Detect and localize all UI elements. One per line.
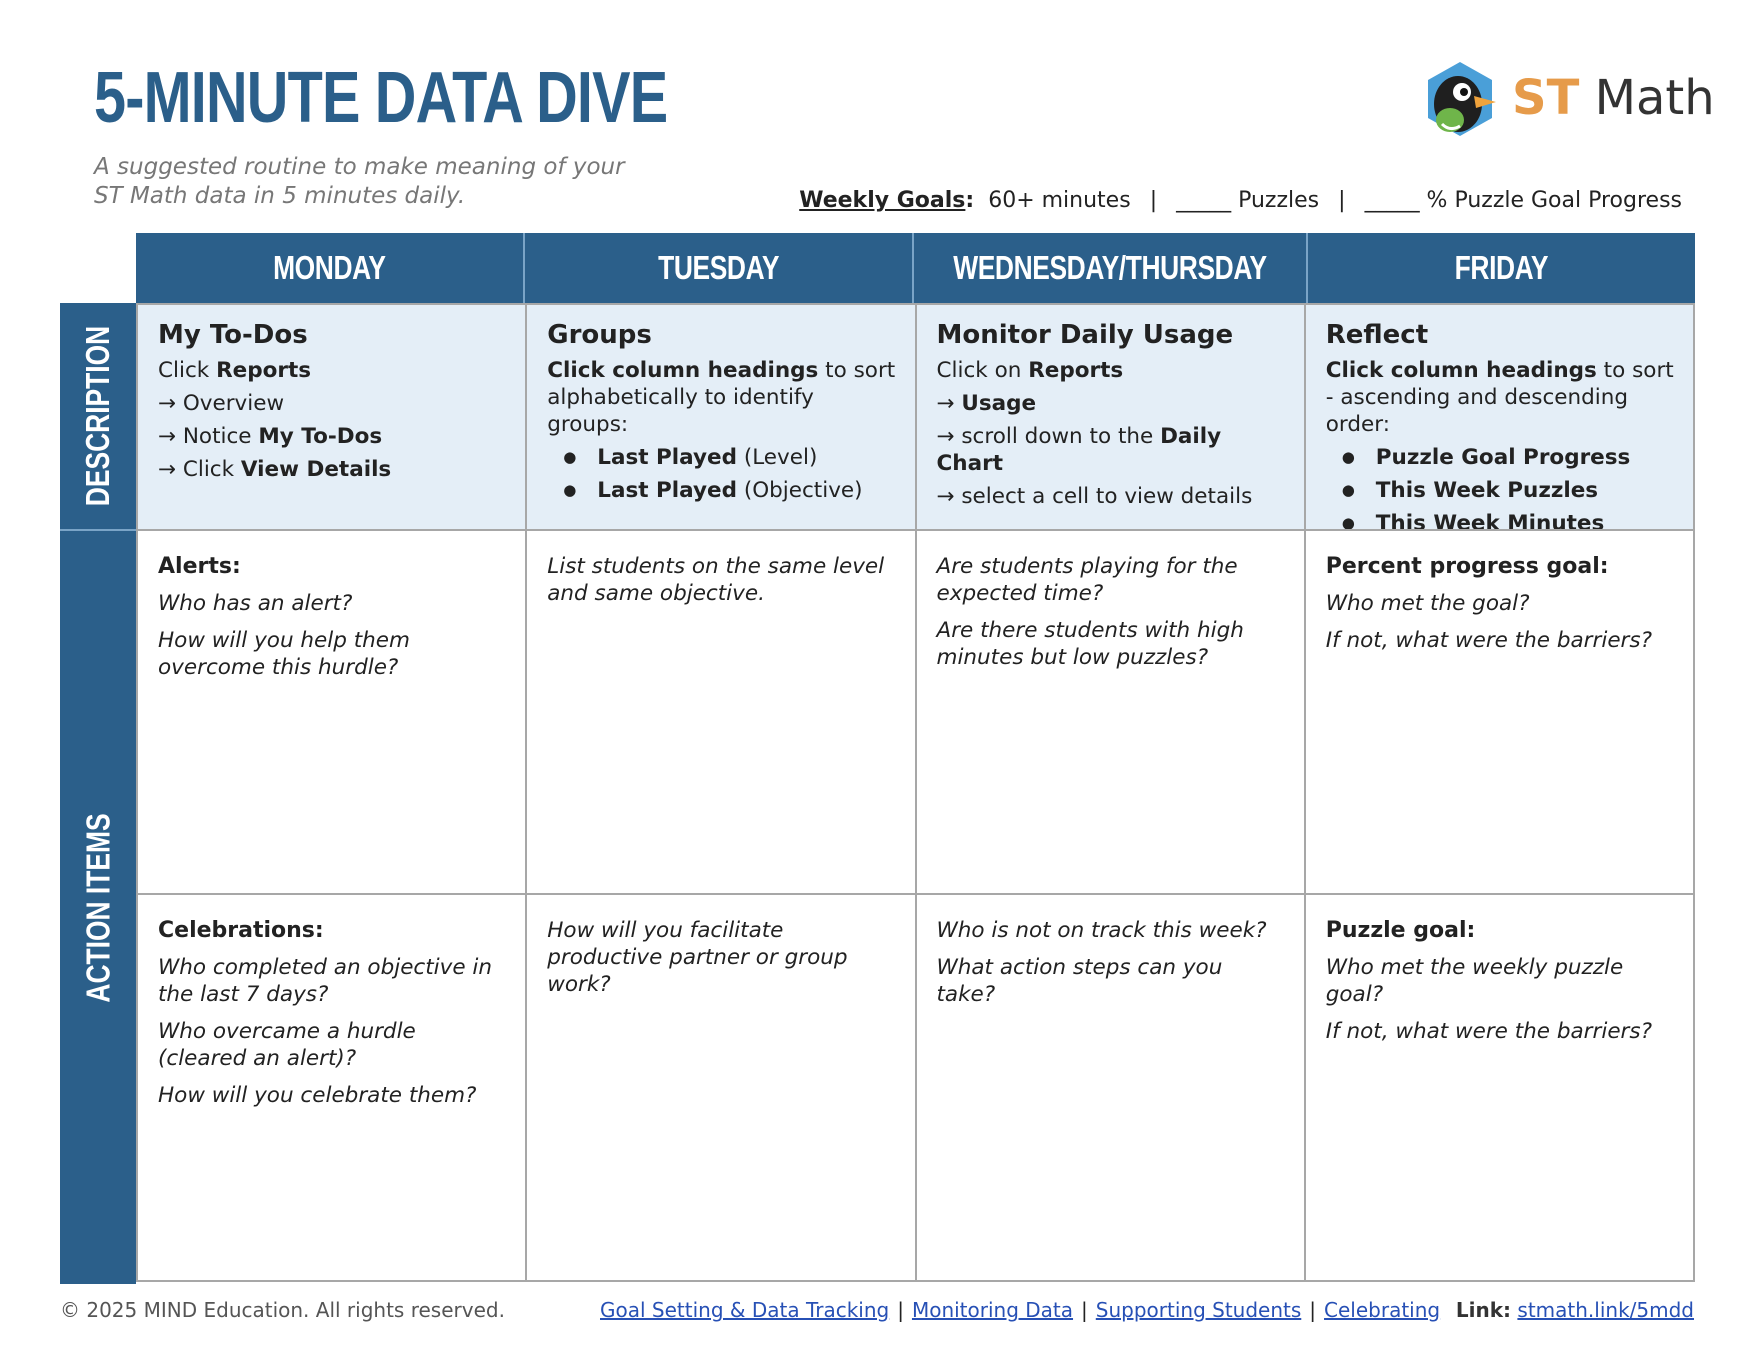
desc-text: → bbox=[936, 391, 962, 416]
action-question: Who overcame a hurdle (cleared an alert)? bbox=[158, 1019, 416, 1071]
day-header-row bbox=[136, 233, 1695, 303]
st-math-logo bbox=[1420, 60, 1715, 140]
desc-text: Click bbox=[158, 358, 217, 383]
action1-tuesday bbox=[525, 529, 914, 893]
penguin-logo-icon bbox=[1420, 60, 1500, 140]
desc-bold: View Details bbox=[240, 457, 392, 482]
action-question: How will you facilitate productive partner or group work? bbox=[547, 918, 848, 997]
list-item: ● Puzzle Goal Progress bbox=[1326, 444, 1675, 471]
logo-st: ST bbox=[1512, 70, 1580, 126]
action-label: Celebrations: bbox=[158, 918, 324, 943]
desc-line bbox=[937, 390, 1286, 417]
list-item: ● This Week Minutes bbox=[1326, 510, 1675, 529]
cell-title: Monitor Daily Usage bbox=[936, 320, 1234, 350]
desc-line: → Overview bbox=[158, 391, 285, 416]
action2-friday bbox=[1304, 893, 1693, 1282]
page-title: 5-MINUTE DATA DIVE bbox=[94, 58, 668, 138]
desc-line bbox=[158, 357, 507, 384]
desc-text: (Level) bbox=[736, 445, 818, 470]
link-monitoring-data[interactable]: Monitoring Data bbox=[911, 1298, 1074, 1322]
list-item: ● This Week Puzzles bbox=[1326, 477, 1675, 504]
desc-monday bbox=[136, 303, 525, 529]
header-monday bbox=[136, 233, 525, 303]
side-label-action-text: ACTION ITEMS bbox=[79, 812, 116, 1003]
side-label-description-text: DESCRIPTION bbox=[79, 325, 116, 507]
desc-bold: Last Played bbox=[597, 478, 737, 503]
desc-text: → Notice bbox=[158, 424, 259, 449]
cell-title: Reflect bbox=[1325, 320, 1429, 350]
action1-monday bbox=[136, 529, 525, 893]
link-separator: | bbox=[1081, 1298, 1088, 1322]
weekly-goals-label: Weekly Goals bbox=[799, 188, 966, 213]
desc-bold: Daily Chart bbox=[936, 424, 1222, 476]
goal-minutes: 60+ minutes bbox=[988, 188, 1131, 213]
action1-wednesday-thursday bbox=[915, 529, 1304, 893]
link-supporting-students[interactable]: Supporting Students bbox=[1095, 1298, 1302, 1322]
desc-text: (Objective) bbox=[736, 478, 863, 503]
action-question: If not, what were the barriers? bbox=[1325, 628, 1653, 653]
copyright: © 2025 MIND Education. All rights reserved. bbox=[60, 1298, 505, 1322]
action-label: Percent progress goal: bbox=[1325, 554, 1609, 579]
desc-bullet-list bbox=[547, 444, 896, 504]
cell-title: My To-Dos bbox=[158, 320, 308, 350]
header-tuesday-label: TUESDAY bbox=[658, 249, 779, 286]
action-question: Who has an alert? bbox=[158, 591, 353, 616]
desc-bold: Click column headings bbox=[1325, 358, 1597, 383]
header-friday-label: FRIDAY bbox=[1454, 249, 1549, 286]
action-label: Puzzle goal: bbox=[1325, 918, 1476, 943]
action-question: How will you celebrate them? bbox=[158, 1083, 477, 1108]
action2-wednesday-thursday bbox=[915, 893, 1304, 1282]
action-question: How will you help them overcome this hurdle? bbox=[158, 628, 410, 680]
action-question: Are there students with high minutes but low puzzles? bbox=[936, 618, 1244, 670]
header-wednesday-thursday bbox=[914, 233, 1308, 303]
desc-line bbox=[547, 357, 896, 438]
desc-bold: Reports bbox=[216, 358, 312, 383]
desc-friday bbox=[1304, 303, 1693, 529]
link-celebrating[interactable]: Celebrating bbox=[1324, 1298, 1441, 1322]
desc-bold: Reports bbox=[1028, 358, 1124, 383]
desc-text: to sort alphabetically to identify groups: bbox=[547, 358, 896, 437]
header-friday bbox=[1308, 233, 1695, 303]
desc-bullet-list bbox=[1326, 444, 1675, 529]
footer-links bbox=[600, 1298, 1440, 1322]
goal-separator: | bbox=[1338, 188, 1346, 213]
desc-wednesday-thursday bbox=[915, 303, 1304, 529]
short-link bbox=[1456, 1298, 1694, 1322]
header-tuesday bbox=[525, 233, 914, 303]
desc-tuesday bbox=[525, 303, 914, 529]
logo-wordmark bbox=[1512, 70, 1715, 126]
list-item bbox=[547, 477, 896, 504]
desc-text: Click on bbox=[936, 358, 1029, 383]
desc-text: → scroll down to the bbox=[936, 424, 1161, 449]
desc-line: → select a cell to view details bbox=[936, 484, 1253, 509]
header-wednesday-thursday-label: WEDNESDAY/THURSDAY bbox=[953, 249, 1267, 286]
link-goal-setting[interactable]: Goal Setting & Data Tracking bbox=[600, 1298, 890, 1322]
goal-puzzles: _____ Puzzles bbox=[1176, 188, 1320, 213]
action-question: Who is not on track this week? bbox=[936, 918, 1267, 943]
action-question: If not, what were the barriers? bbox=[1325, 1019, 1653, 1044]
desc-bold: My To-Dos bbox=[258, 424, 383, 449]
action-question: What action steps can you take? bbox=[936, 955, 1223, 1007]
action-question: Who met the goal? bbox=[1325, 591, 1530, 616]
desc-text: to sort - ascending and descending order: bbox=[1325, 358, 1674, 437]
side-label-description bbox=[60, 303, 136, 529]
short-link-url[interactable]: stmath.link/5mdd bbox=[1517, 1298, 1694, 1322]
desc-line bbox=[937, 357, 1286, 384]
subtitle-line: A suggested routine to make meaning of your bbox=[94, 154, 625, 180]
action-label: Alerts: bbox=[158, 554, 241, 579]
desc-bold: Usage bbox=[961, 391, 1037, 416]
cell-title: Groups bbox=[547, 320, 652, 350]
list-item bbox=[547, 444, 896, 471]
desc-line bbox=[158, 456, 507, 483]
goal-separator: | bbox=[1149, 188, 1158, 213]
routine-grid bbox=[136, 303, 1695, 1282]
desc-bold: Click column headings bbox=[547, 358, 819, 383]
action-question: List students on the same level and same objective. bbox=[547, 554, 885, 606]
action2-tuesday bbox=[525, 893, 914, 1282]
header-monday-label: MONDAY bbox=[273, 249, 386, 286]
subtitle-line: ST Math data in 5 minutes daily. bbox=[94, 183, 466, 209]
desc-line bbox=[1326, 357, 1675, 438]
desc-bold: Last Played bbox=[597, 445, 737, 470]
weekly-goals bbox=[799, 188, 1682, 213]
weekly-goals-colon: : bbox=[965, 188, 975, 213]
link-separator: | bbox=[1309, 1298, 1317, 1322]
action1-friday bbox=[1304, 529, 1693, 893]
link-separator: | bbox=[897, 1298, 904, 1322]
action2-monday bbox=[136, 893, 525, 1282]
goal-progress: _____ % Puzzle Goal Progress bbox=[1364, 188, 1682, 213]
desc-text: → Click bbox=[158, 457, 241, 482]
logo-math: Math bbox=[1594, 70, 1715, 126]
action-question: Are students playing for the expected time? bbox=[936, 554, 1238, 606]
short-link-label: Link: bbox=[1455, 1298, 1512, 1322]
side-label-action-items bbox=[60, 529, 136, 1284]
desc-line bbox=[158, 423, 507, 450]
action-question: Who completed an objective in the last 7 days? bbox=[158, 955, 493, 1007]
page-subtitle bbox=[94, 153, 654, 211]
action-question: Who met the weekly puzzle goal? bbox=[1325, 955, 1624, 1007]
desc-line bbox=[937, 423, 1286, 477]
